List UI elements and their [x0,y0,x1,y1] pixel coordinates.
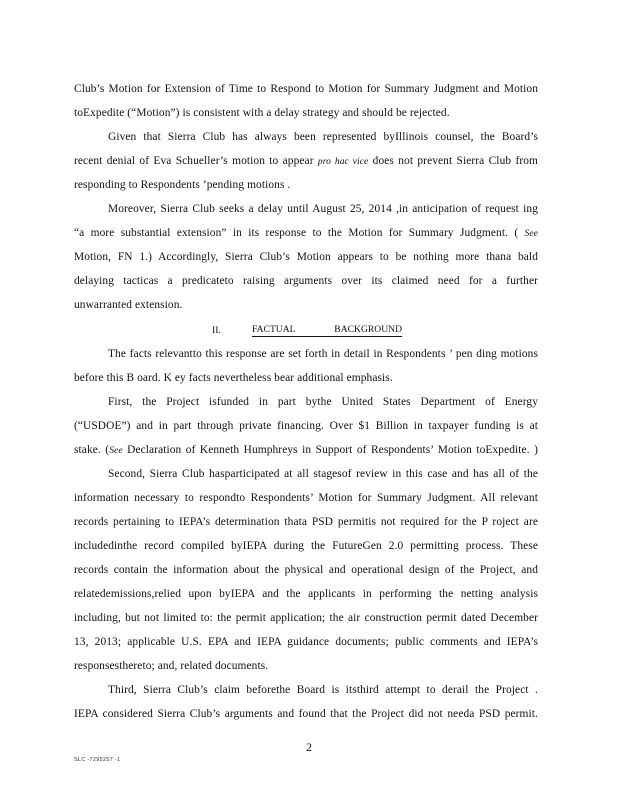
line-text: records pertaining to IEPA’s determination thata PSD permitis not required for the P roject are [74,516,538,528]
section-heading [212,322,422,340]
line-text: Second, Sierra Club hasparticipated at all stagesof review in this case and has all of the [108,468,538,480]
line-text: Declaration of Kenneth Humphreys in Support of Respondents’ Motion toExpedite. ) [122,444,538,456]
text-line [74,81,538,97]
page-number: 2 [306,740,312,754]
line-text: IEPA considered Sierra Club’s arguments and found that the Project did not needa PSD permit. [74,708,538,720]
text-line [74,418,538,434]
section-title: FACTUAL BACKGROUND [252,324,402,335]
line-text: including, but not limited to: the permit application; the air construction permit dated December [74,612,538,624]
text-line [74,706,538,722]
line-text: recent denial of Eva Schueller’s motion to appear [74,155,318,167]
text-line [74,562,538,578]
italic-text: See [524,229,538,239]
line-text: does not prevent Sierra Club from [368,155,538,167]
text-line [108,466,538,482]
italic-text: See [109,446,123,456]
line-text: toExpedite (“Motion”) is consistent with a delay strategy and should be rejected. [74,107,450,119]
text-line [74,370,538,386]
line-text: (“USDOE”) and in part through private financing. Over $1 Billion in taxpayer funding is at [74,420,538,432]
text-line [74,442,538,458]
italic-text: pro hac vice [317,157,369,167]
text-line [74,610,538,626]
line-text: Given that Sierra Club has always been represented byIllinois counsel, the Board’s [108,131,538,143]
line-text: unwarranted extension. [74,299,183,311]
line-text: responding to Respondents ’pending motions . [74,179,291,191]
text-line [74,514,538,530]
footer-id: SLC -7295257 -1 [74,757,121,763]
text-line [74,586,538,602]
line-text: relatedemissions,relied upon byIEPA and the applicants in performing the netting analysis [74,588,538,600]
line-text: “a more substantial extension” in its response to the Motion for Summary Judgment. ( [74,227,525,239]
line-text: 13, 2013; applicable U.S. EPA and IEPA guidance documents; public comments and IEPA’s [74,636,538,648]
line-text: information necessary to respondto Respondents’ Motion for Summary Judgment. All relevant [74,492,538,504]
text-line [74,658,538,674]
line-text: Third, Sierra Club’s claim beforethe Board is itsthird attempt to derail the Project . [108,684,538,696]
text-line [108,129,538,145]
line-text: Club’s Motion for Extension of Time to Respond to Motion for Summary Judgment and Motion [74,83,538,95]
text-line [74,273,538,289]
text-line [108,201,538,217]
text-line [74,297,538,313]
text-line [74,153,538,169]
line-text: delaying tacticas a predicateto raising arguments over its claimed need for a further [74,275,538,287]
line-text: The facts relevantto this response are set forth in detail in Respondents ’ pen ding motions [108,348,538,360]
text-line [74,225,538,241]
line-text: records contain the information about the physical and operational design of the Project, and [74,564,538,576]
line-text: stake. ( [74,444,110,456]
line-text: Moreover, Sierra Club seeks a delay until August 25, 2014 ,in anticipation of request ing [108,203,538,215]
text-line [108,682,538,698]
text-line [74,177,538,193]
line-text: includedinthe record compiled byIEPA during the FutureGen 2.0 permitting process. These [74,540,538,552]
text-line [108,346,538,362]
text-line [74,249,538,265]
text-line [74,105,538,121]
section-number: II. [212,325,221,336]
text-line [74,634,538,650]
line-text: before this B oard. K ey facts nevertheless bear additional emphasis. [74,372,393,384]
text-line [74,538,538,554]
line-text: First, the Project isfunded in part bythe United States Department of Energy [108,396,538,408]
text-line [74,490,538,506]
line-text: Motion, FN 1.) Accordingly, Sierra Club’s Motion appears to be nothing more thana bald [74,251,538,263]
text-line [108,394,538,410]
line-text: responsesthereto; and, related documents. [74,660,269,672]
